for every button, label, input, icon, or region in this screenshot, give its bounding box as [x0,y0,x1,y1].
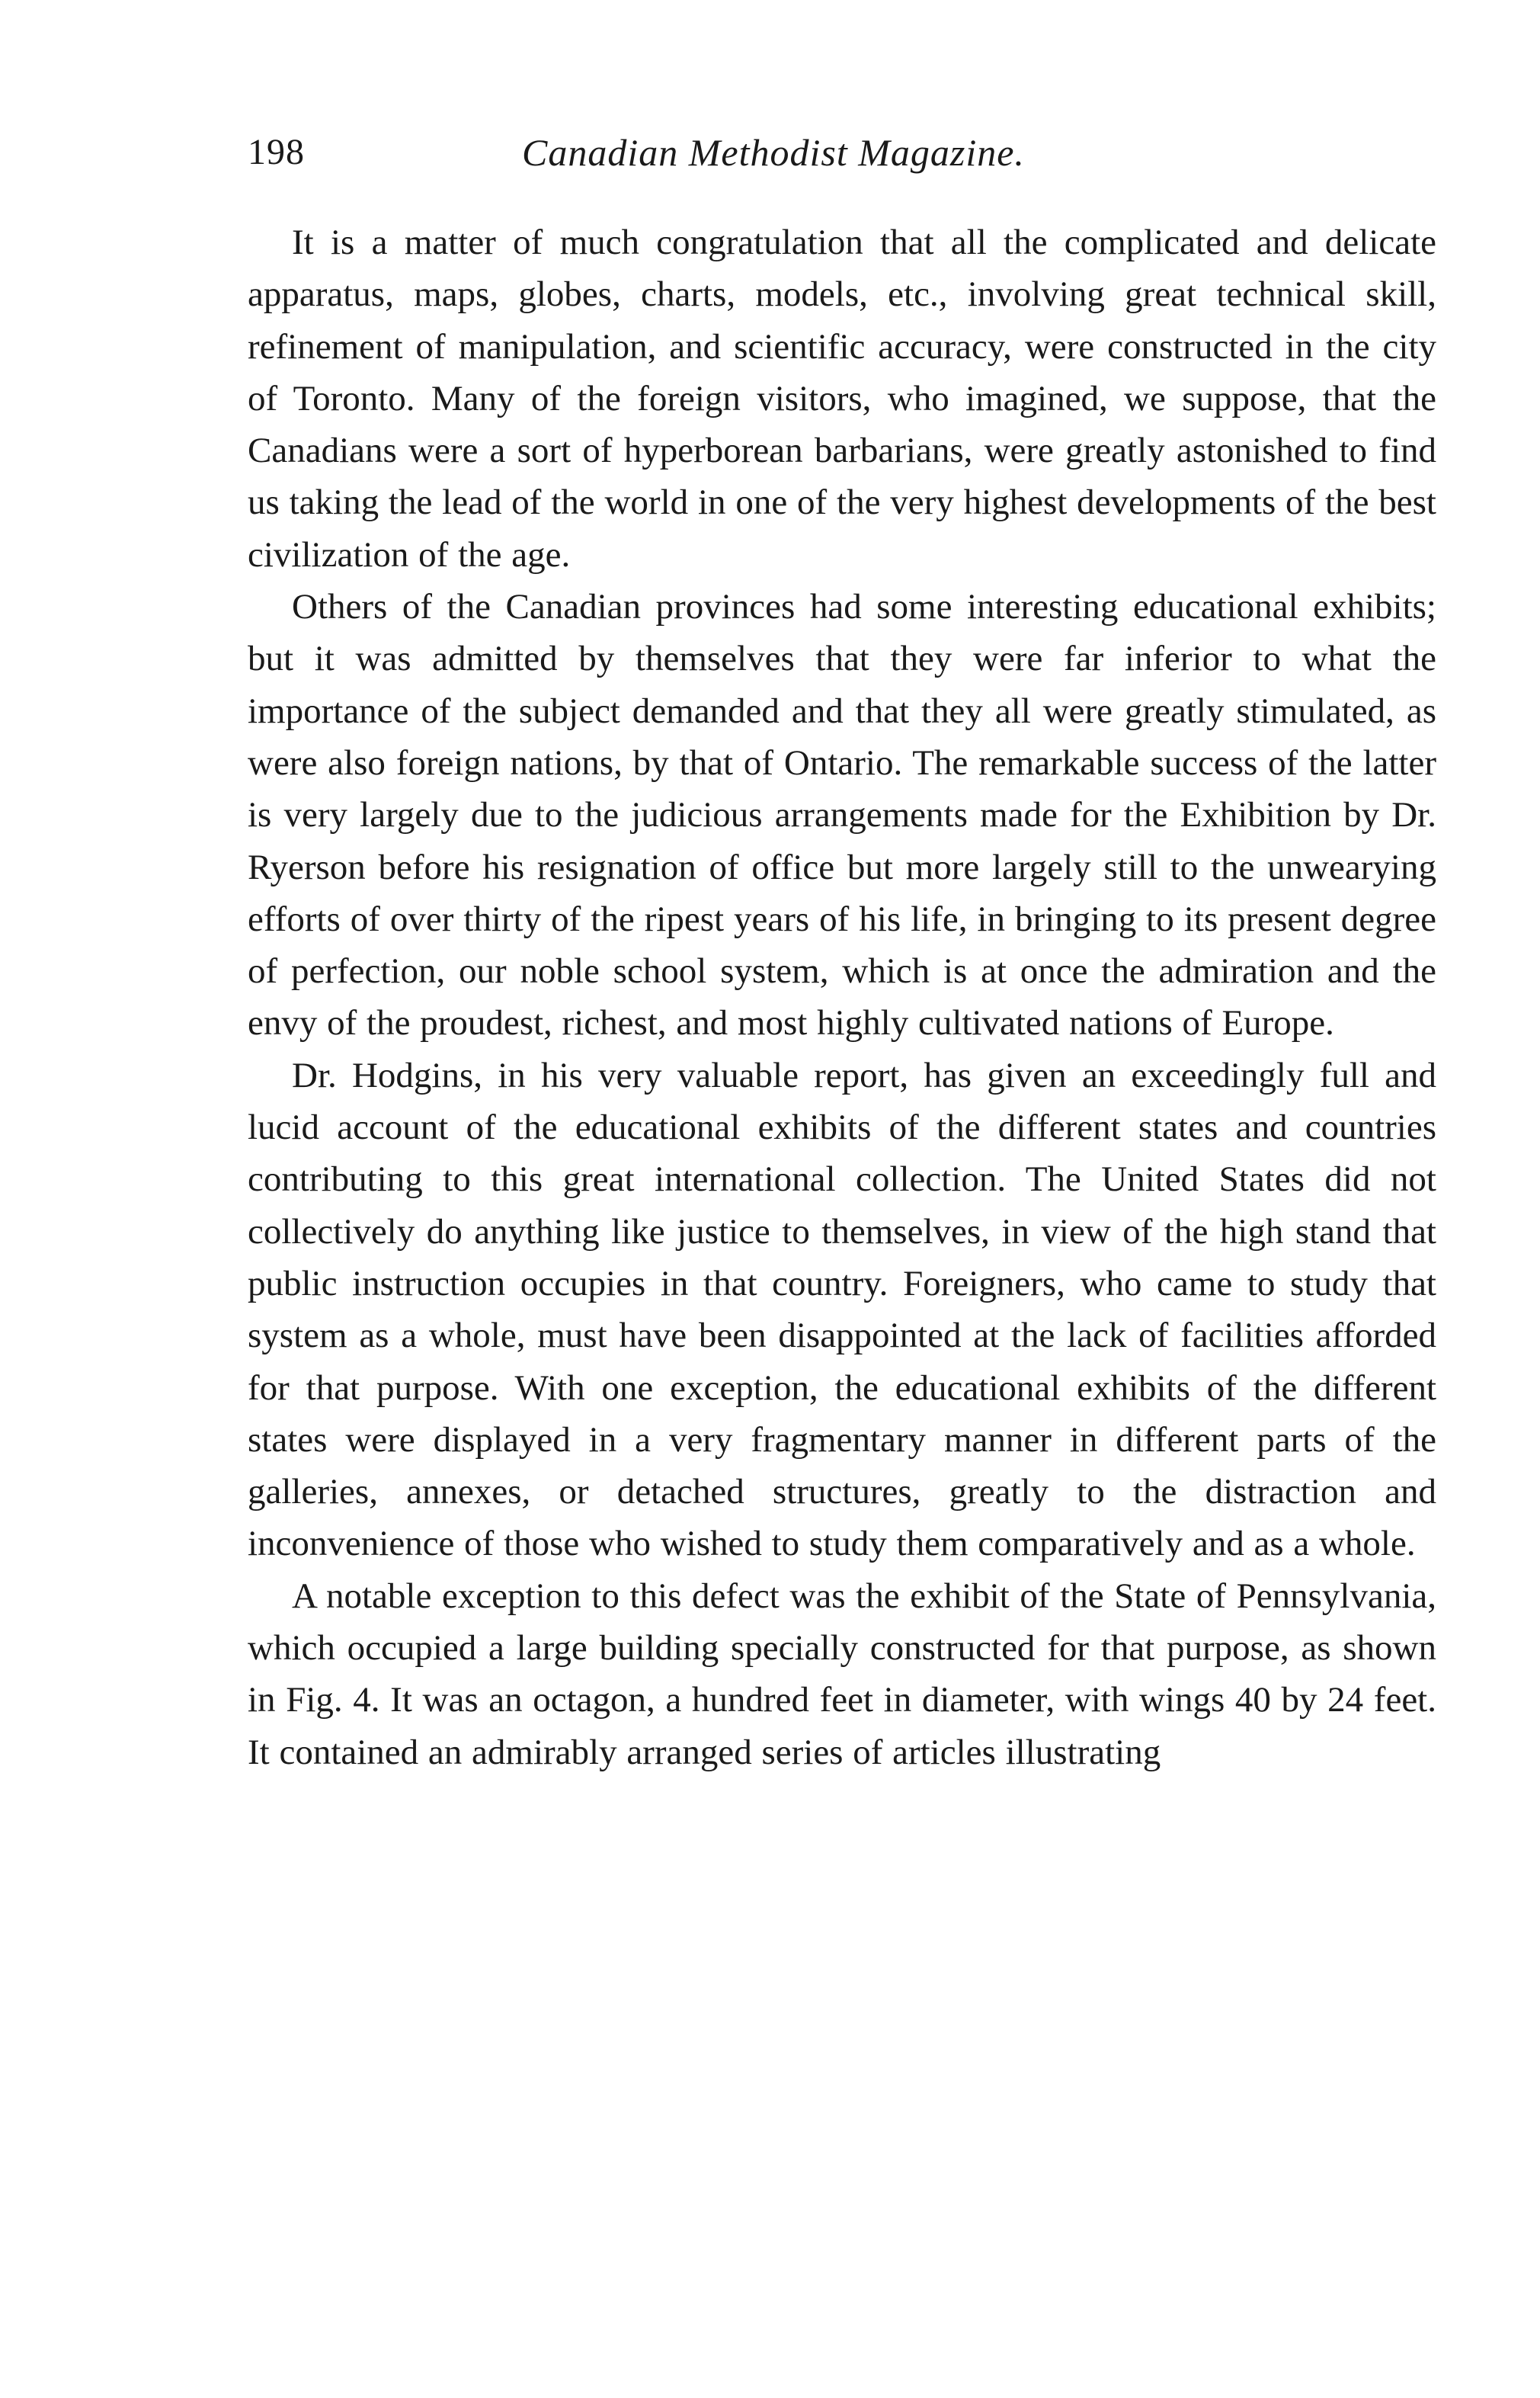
page-header [248,130,1436,191]
body-text [248,216,1436,1778]
paragraph: A notable exception to this defect was the exhibit of the State of Pennsylvania, which occupied a large building specially constructed for that purpose, as shown in Fig. 4. It was an octagon, a hundred feet in diameter, with wings 40 by 24 feet. It contained an admirably arranged series of articles illustrating [248,1576,1436,1772]
paragraph: Dr. Hodgins, in his very valuable report, has given an exceedingly full and lucid account of the educational exhibits of the different states and countries contributing to this great international collection. The United States did not collectively do anything like justice to themselves, in view of the high stand that public instruction occupies in that country. Foreigners, who came to study that system as a whole, must have been disappointed at the lack of facilities afforded for that purpose. With one exception, the educational exhibits of the different states were displayed in a very fragmentary manner in different parts of the galleries, annexes, or detached structures, greatly to the distraction and inconvenience of those who wished to study them comparatively and as a whole. [248,1055,1436,1564]
paragraph: Others of the Canadian provinces had some interesting educational exhibits; but it was admitted by themselves that they were far inferior to what the importance of the subject demanded and that they all were greatly stimulated, as were also foreign nations, by that of Ontario. The remarkable success of the latter is very largely due to the judicious arrangements made for the Exhibition by Dr. Ryerson before his resignation of office but more largely still to the unwearying efforts of over thirty of the ripest years of his life, in bringing to its present degree of perfection, our noble school system, which is at once the admiration and the envy of the proudest, richest, and most highly cultivated nations of Europe. [248,587,1436,1044]
page-number: 198 [248,132,305,172]
paragraph: It is a matter of much congratulation that all the complicated and delicate apparatus, maps, globes, charts, models, etc., involving great technical skill, refinement of manipulation, and scientific accuracy, were constructed in the city of Toronto. Many of the foreign visitors, who imagined, we suppose, that the Canadians were a sort of hyperborean barbarians, were greatly astonished to find us taking the lead of the world in one of the very highest developments of the best civilization of the age. [248,223,1436,575]
running-title: Canadian Methodist Magazine. [522,131,1025,174]
